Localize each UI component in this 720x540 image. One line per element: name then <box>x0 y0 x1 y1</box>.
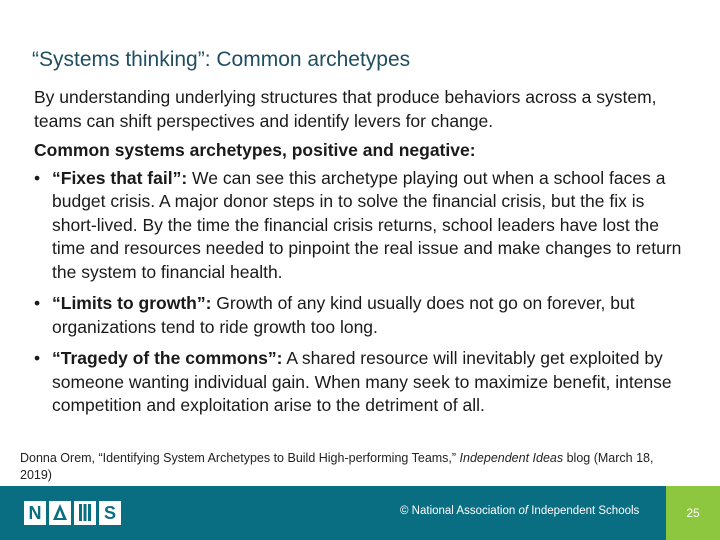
source-citation <box>20 450 680 484</box>
citation-date: blog (March 18, 2019) <box>20 451 654 482</box>
copyright-of: of <box>518 505 529 517</box>
slide-title: “Systems thinking”: Common archetypes <box>32 48 411 71</box>
logo-letter-n: N <box>24 501 46 525</box>
archetype-description: A shared resource will inevitably get exploited by someone wanting individual gain. When many seek to maximize benefit, intense competition and exploitation arise to the detriment of all. <box>52 348 672 415</box>
slide-body <box>34 86 690 426</box>
footer-bar <box>0 486 720 540</box>
logo-bars-i-icon <box>74 501 96 525</box>
bullet-marker: • <box>34 293 41 313</box>
page-number: 25 <box>666 486 720 540</box>
archetype-term: “Limits to growth”: <box>52 293 212 313</box>
citation-publication: Independent Ideas <box>459 451 564 465</box>
archetype-term: “Fixes that fail”: <box>52 167 188 188</box>
citation-text: Donna Orem, “Identifying System Archetypes to Build High-performing Teams,” <box>20 451 460 465</box>
archetype-term: “Tragedy of the commons”: <box>52 348 283 368</box>
copyright-suffix: Independent Schools <box>528 505 640 517</box>
nais-logo <box>24 499 124 527</box>
logo-letter-s: S <box>99 501 121 525</box>
copyright-prefix: © National Association <box>400 505 519 517</box>
archetype-item-tragedy-of-the-commons <box>34 347 690 418</box>
archetype-description: Growth of any kind usually does not go on forever, but organizations tend to ride growth too long. <box>52 293 635 337</box>
archetype-item-fixes-that-fail <box>34 167 690 285</box>
archetype-item-limits-to-growth <box>34 292 690 339</box>
archetype-description: We can see this archetype playing out when a school faces a budget crisis. A major donor steps in to solve the financial crisis, but the fix is short-lived. By the time the financial crisis returns, school leaders have lost the time and resources needed to pinpoint the real issue and make changes to return the system to financial health. <box>52 167 682 282</box>
bullet-marker: • <box>34 348 41 368</box>
archetypes-subheading: Common systems archetypes, positive and negative: <box>34 140 476 160</box>
archetype-list <box>34 167 690 418</box>
bullet-marker: • <box>34 167 41 188</box>
intro-paragraph: By understanding underlying structures that produce behaviors across a system, teams can shift perspectives and identify levers for change. <box>34 87 657 131</box>
logo-triangle-a-icon <box>49 501 71 525</box>
copyright-notice <box>400 505 639 517</box>
